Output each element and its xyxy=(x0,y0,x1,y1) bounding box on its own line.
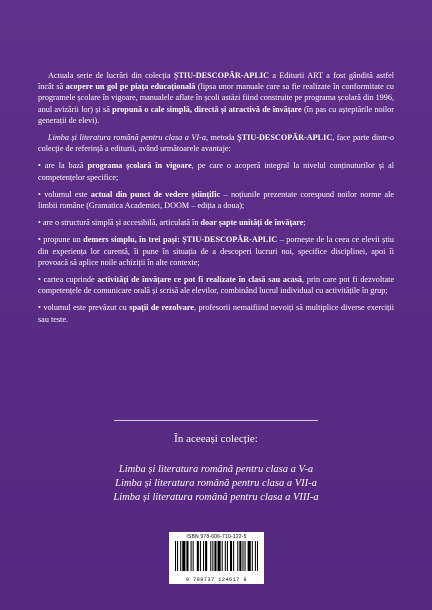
advantage-item xyxy=(38,217,394,228)
advantage-highlight: programa școlară în vigoare xyxy=(87,161,192,171)
advantage-highlight: doar șapte unități de învățare xyxy=(200,218,304,228)
collection-section xyxy=(0,433,432,505)
barcode-digits: 9 789737 124617 8 xyxy=(185,577,248,583)
advantage-text: , prin care pot fi dezvoltate competențele de comunicare orală și scrisă ale elevilor, combinând lucrul individual cu activitățile în grup; xyxy=(38,275,394,296)
method-text: , face parte dintr-o colecție de referință a editurii, având următoarele avantaje: xyxy=(38,133,394,154)
series-name: ȘTIU-DESCOPĂR-APLIC xyxy=(173,71,269,80)
intro-text: a Editurii ART a fost gândită astfel încât să xyxy=(38,71,394,92)
advantage-text: • volumul este prevăzut cu xyxy=(38,303,130,313)
advantage-text: ; xyxy=(303,218,306,228)
collection-heading: În aceeași colecție: xyxy=(174,433,258,445)
book-title: Limba și literatura română pentru clasa a VI-a xyxy=(48,133,206,143)
collection-title: Limba și literatura română pentru clasa a VIII-a xyxy=(113,492,319,503)
advantage-text: , pe care o acoperă integral la nivelul conținuturilor și al competențelor specifice; xyxy=(38,161,395,182)
advantage-item xyxy=(38,160,394,182)
advantage-text: • cartea cuprinde xyxy=(38,275,98,285)
advantage-text: • are la bază xyxy=(38,161,88,171)
method-paragraph xyxy=(38,132,394,154)
barcode xyxy=(169,532,264,584)
advantage-item xyxy=(38,274,394,296)
advantage-item xyxy=(38,302,394,324)
intro-highlight: acopere un gol pe piața educațională xyxy=(65,82,196,92)
advantage-text: • volumul este xyxy=(38,189,91,199)
advantage-text: – noțiunile prezentate corespund noilor norme ale limbii române (Gramatica Academiei, DOOM – ediția a doua); xyxy=(38,189,395,211)
advantage-item xyxy=(38,189,394,211)
intro-text: (în pas cu așteptările noilor generații de elevi). xyxy=(38,104,394,125)
intro-text: Actuala serie de lucrări din colecția xyxy=(48,71,174,80)
description-text xyxy=(38,70,394,331)
section-divider xyxy=(114,420,318,421)
intro-paragraph xyxy=(38,70,394,126)
intro-text: (lipsa unor manuale care sa fie realizate în conformitate cu programele școlare în vigoare, manualele aflate în școli astăzi fiind construite pe programa școlară din 1996, anul avizării lor) și să xyxy=(38,82,394,114)
method-text: , metoda xyxy=(205,133,238,143)
isbn-label: ISBN 978-606-710-122-5 xyxy=(186,534,247,540)
series-name: ȘTIU-DESCOPĂR-APLIC xyxy=(237,133,333,143)
advantage-highlight: demers simplu, în trei pași: ȘTIU-DESCOPĂR-APLIC xyxy=(83,235,278,245)
advantage-text: • are o structură simplă și accesibilă, articulată în xyxy=(38,218,201,228)
collection-title: Limba și literatura română pentru clasa a V-a xyxy=(118,464,314,475)
advantage-highlight: activități de învățare ce pot fi realizate în clasă sau acasă xyxy=(97,275,303,285)
advantage-highlight: spații de rezolvare xyxy=(129,303,194,313)
intro-highlight: propună o cale simplă, directă și atractivă de învățare xyxy=(112,104,302,114)
advantage-text: – pornește de la ceea ce elevii știu din experiența lor curentă, îi pune în situația de a descoperi lucruri noi, specifice disciplinei, apoi îi provoacă să aplice noile achiziții în alte contexte; xyxy=(38,235,394,267)
advantage-highlight: actual din punct de vedere științific xyxy=(90,189,221,199)
collection-title: Limba și literatura română pentru clasa a VII-a xyxy=(115,478,317,489)
advantage-text: , profesorii nemaifiind nevoiți să multiplice diverse exerciții sau teste. xyxy=(38,303,394,324)
advantage-item xyxy=(38,234,394,268)
barcode-bars xyxy=(175,541,258,575)
collection-titles xyxy=(0,463,432,505)
advantage-text: • propune un xyxy=(38,235,84,245)
